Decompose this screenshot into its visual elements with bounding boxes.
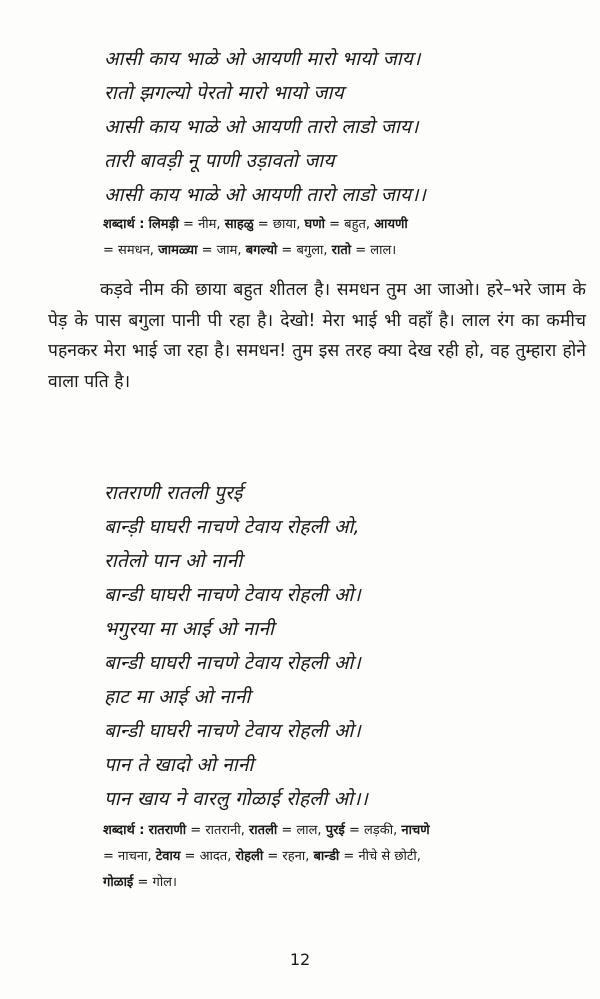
glossary-meaning: समधन, [118,243,154,258]
glossary-term: आयणी [374,217,408,232]
glossary-meaning: रातरानी, [205,823,245,838]
glossary-meaning: नाचना, [118,849,152,864]
verse-line: आसी काय भाळे ओ आयणी मारो भायो जाय। [104,48,421,70]
verse-line: आसी काय भाळे ओ आयणी तारो लाडो जाय। [104,116,419,138]
glossary-meaning: नीम, [198,217,221,232]
glossary-meaning: आदत, [199,849,232,864]
glossary-meaning: लाल, [296,823,322,838]
glossary-term: गोळाई [103,875,134,890]
glossary-2: शब्दार्थ : रातराणी = रातरानी, रातली = लाल, पुरई = लड़की, नाचणे = नाचना, टेवाय = आदत, रोहली = रहना, बान्डी = नीचे से छोटी, गोळाई = गोल। [103,823,430,890]
page-number: 12 [289,950,311,969]
glossary-meaning: जाम, [216,243,242,258]
glossary-term: रातराणी [148,823,187,838]
verse-line: पान खाय ने वारलु गोळाई रोहली ओ।। [104,788,368,810]
prose-text: कड़वे नीम की छाया बहुत शीतल है। समधन तुम आ जाओ। हरे–भरे जाम के पेड़ के पास बगुला पानी पी रहा है। देखो! मेरा भाई भी वहाँ है। लाल रंग का कमीच पहनकर मेरा भाई जा रहा है। समधन! तुम इस तरह क्या देख रही हो, वह तुम्हारा होने वाला पति है। [48,280,586,392]
glossary-term: घणो [304,217,325,232]
verse-1 [104,42,426,212]
glossary-term: रोहली [235,849,264,864]
verse-line: पान ते खादो ओ नानी [104,754,254,776]
glossary-meaning: गोल। [152,875,177,890]
glossary-1: शब्दार्थ : लिमड़ी = नीम, साहळु = छाया, घणो = बहुत, आयणी = समधन, जामळ्या = जाम, बगल्यो = बगुला, रातो = लाल। [103,217,408,258]
verse-line: रातो झगल्यो पेरतो मारो भायो जाय [104,82,344,104]
glossary-term: बगल्यो [245,243,278,258]
glossary-term: रातली [248,823,278,838]
verse-line: भगुरया मा आई ओ नानी [104,618,275,640]
verse-line: रातराणी रातली पुरई [104,482,243,504]
verse-line: बान्डी घाघरी नाचणे टेवाय रोहली ओ। [104,720,361,742]
verse-line: तारी बावड़ी नू पाणी उड़ावतो जाय [104,150,335,172]
glossary-meaning: लड़की, [363,823,398,838]
glossary-term: लिमड़ी [148,217,179,232]
glossary-heading: शब्दार्थ : [103,217,145,232]
verse-line: आसी काय भाळे ओ आयणी तारो लाडो जाय।। [104,184,427,206]
glossary-term: रातो [331,243,352,258]
glossary-term: जामळ्या [158,243,198,258]
glossary-meaning: बगुला, [296,243,328,258]
glossary-meaning: छाया, [272,217,301,232]
glossary-term: पुरई [325,823,345,838]
glossary-term: टेवाय [155,849,181,864]
glossary-term: बान्डी [313,849,340,864]
glossary-term: साहळु [224,217,254,232]
prose-paragraph [48,275,586,397]
glossary-meaning: बहुत, [344,217,371,232]
glossary-meaning: लाल। [370,243,397,258]
glossary-meaning: नीचे से छोटी, [358,849,421,864]
verse-line: बान्ड़ी घाघरी नाचणे टेवाय रोहली ओ, [104,516,360,538]
verse-2 [104,476,368,816]
verse-line: रातेलो पान ओ नानी [104,550,243,572]
glossary-meaning: रहना, [282,849,310,864]
verse-line: हाट मा आई ओ नानी [104,686,251,708]
verse-line: बान्डी घाघरी नाचणे टेवाय रोहली ओ। [104,584,361,606]
glossary-heading: शब्दार्थ : [103,823,145,838]
verse-line: बान्डी घाघरी नाचणे टेवाय रोहली ओ। [104,652,361,674]
glossary-term: नाचणे [401,823,430,838]
